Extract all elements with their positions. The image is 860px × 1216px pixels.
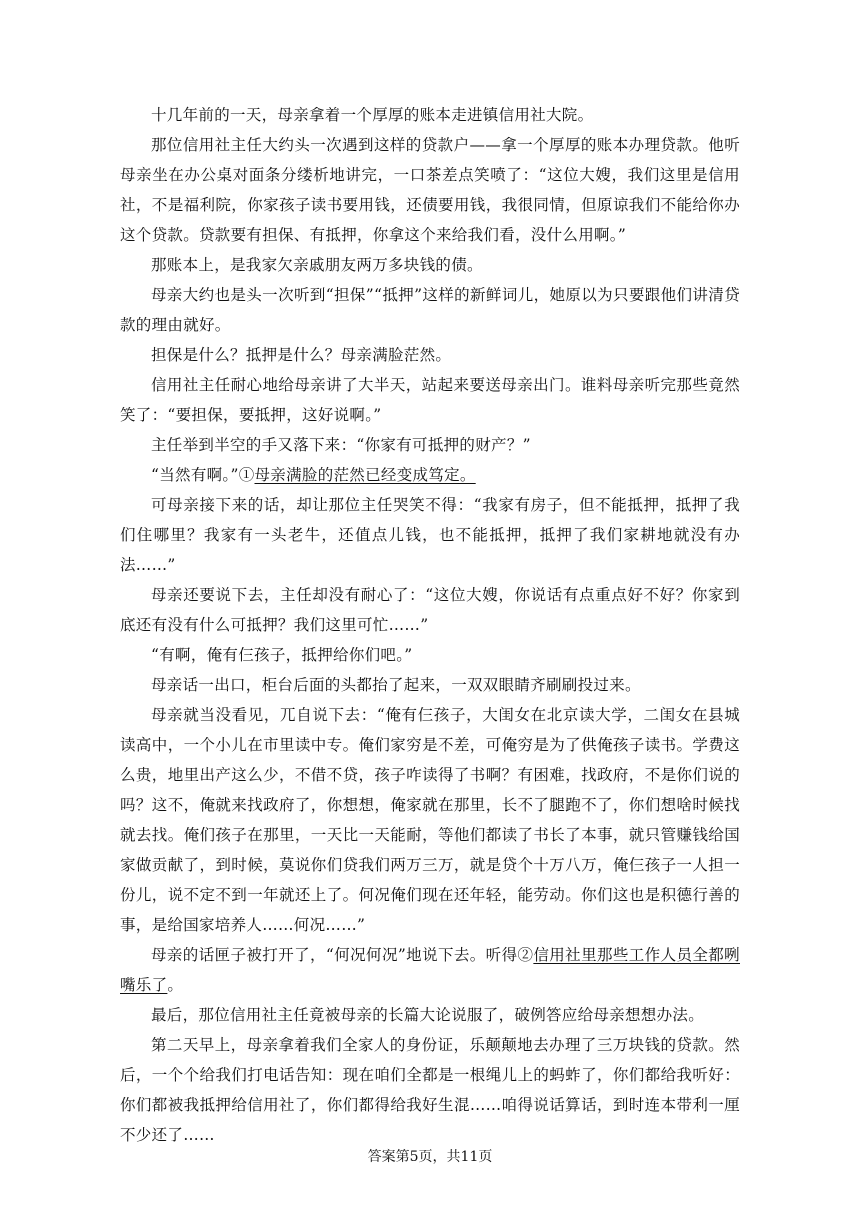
paragraph-text-after: 。: [167, 976, 184, 994]
paragraph-5: [120, 340, 740, 370]
paragraph-text: 最后，那位信用社主任竟被母亲的长篇大论说服了，破例答应给母亲想想办法。: [151, 1006, 705, 1024]
paragraph-text: 那账本上，是我家欠亲戚朋友两万多块钱的债。: [151, 256, 483, 274]
paragraph-14: [120, 940, 740, 1000]
paragraph-text: 十几年前的一天，母亲拿着一个厚厚的账本走进镇信用社大院。: [151, 106, 594, 124]
paragraph-text: 母亲就当没看见，兀自说下去：“俺有仨孩子，大闺女在北京读大学，二闺女在县城读高中，一个小儿在市里读中专。俺们家穷是不差，可俺穷是为了供俺孩子读书。学费这么贵，地里出产这么少，不借不贷，孩子咋读得了书啊？有困难，找政府，不是你们说的吗？这不，俺就来找政府了，你想想，俺家就在那里，长不了腿跑不了，你们想啥时候找就去找。俺们孩子在那里，一天比一天能耐，等他们都读了书长了本事，就只管赚钱给国家做贡献了，到时候，莫说你们贷我们两万三万，就是贷个十万八万，俺仨孩子一人担一份儿，说不定不到一年就还上了。何况俺们现在还年轻，能劳动。你们这也是积德行善的事，是给国家培养人……何况……”: [120, 706, 740, 934]
paragraph-text: 信用社主任耐心地给母亲讲了大半天，站起来要送母亲出门。谁料母亲听完那些竟然笑了：“要担保，要抵押，这好说啊。”: [120, 376, 740, 424]
paragraph-3: [120, 250, 740, 280]
paragraph-9: [120, 490, 740, 580]
paragraph-10: [120, 580, 740, 640]
paragraph-12: [120, 670, 740, 700]
paragraph-text: 那位信用社主任大约头一次遇到这样的贷款户——拿一个厚厚的账本办理贷款。他听母亲坐在办公桌对面条分缕析地讲完，一口茶差点笑喷了：“这位大嫂，我们这里是信用社，不是福利院，你家孩子读书要用钱，还债要用钱，我很同情，但原谅我们不能给你办这个贷款。贷款要有担保、有抵押，你拿这个来给我们看，没什么用啊。”: [120, 136, 740, 244]
paragraph-11: [120, 640, 740, 670]
paragraph-7: [120, 430, 740, 460]
paragraph-text: 母亲还要说下去，主任却没有耐心了：“这位大嫂，你说话有点重点好不好？你家到底还有没有什么可抵押？我们这里可忙……”: [120, 586, 740, 634]
article-body: [120, 100, 740, 1150]
paragraph-text: 母亲的话匣子被打开了，“何况何况”地说下去。听得②: [151, 946, 534, 964]
paragraph-8: [120, 460, 740, 490]
paragraph-13: [120, 700, 740, 940]
paragraph-text: 担保是什么？抵押是什么？母亲满脸茫然。: [151, 346, 452, 364]
paragraph-text: 第二天早上，母亲拿着我们全家人的身份证，乐颠颠地去办理了三万块钱的贷款。然后，一个个给我们打电话告知：现在咱们全都是一根绳儿上的蚂蚱了，你们都给我听好：你们都被我抵押给信用社了，你们都得给我好生混……咱得说话算话，到时连本带利一厘不少还了……: [120, 1036, 740, 1144]
underlined-sentence-2: 信用社里那些工作人员全都咧嘴乐了: [120, 946, 740, 994]
paragraph-6: [120, 370, 740, 430]
paragraph-16: [120, 1030, 740, 1150]
paragraph-text: 可母亲接下来的话，却让那位主任哭笑不得：“我家有房子，但不能抵押，抵押了我们住哪里？我家有一头老牛，还值点儿钱，也不能抵押，抵押了我们家耕地就没有办法……”: [120, 496, 740, 574]
paragraph-text: 主任举到半空的手又落下来：“你家有可抵押的财产？”: [151, 436, 531, 454]
paragraph-2: [120, 130, 740, 250]
paragraph-15: [120, 1000, 740, 1030]
page-footer: 答案第5页，共11页: [367, 1149, 493, 1165]
paragraph-1: [120, 100, 740, 130]
paragraph-text: “当然有啊。”①: [151, 466, 255, 484]
paragraph-text: “有啊，俺有仨孩子，抵押给你们吧。”: [151, 646, 413, 664]
paragraph-4: [120, 280, 740, 340]
paragraph-text: 母亲话一出口，柜台后面的头都抬了起来，一双双眼睛齐刷刷投过来。: [151, 676, 641, 694]
paragraph-text: 母亲大约也是头一次听到“担保”“抵押”这样的新鲜词儿，她原以为只要跟他们讲清贷款的理由就好。: [120, 286, 740, 334]
underlined-sentence-1: 母亲满脸的茫然已经变成笃定。: [254, 466, 476, 484]
